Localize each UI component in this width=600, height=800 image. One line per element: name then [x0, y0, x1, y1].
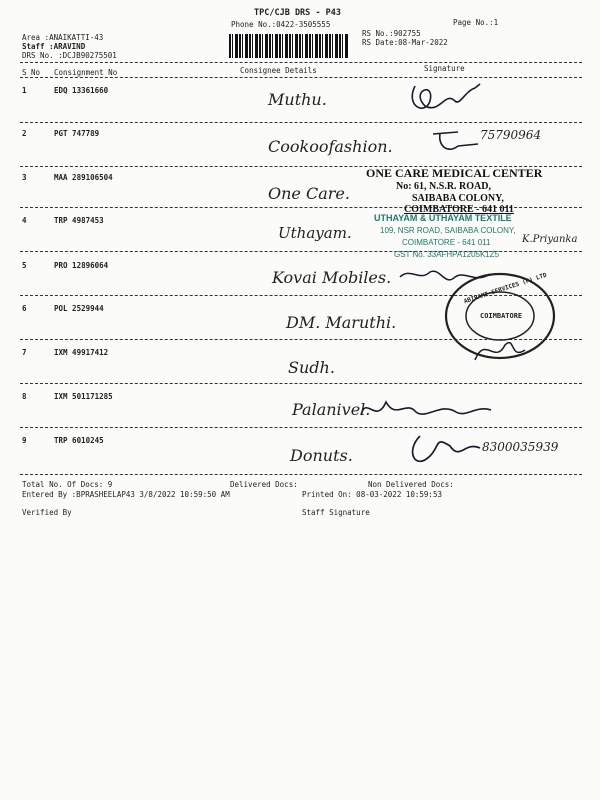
medical-stamp-line1: ONE CARE MEDICAL CENTER [366, 166, 543, 180]
row-consignment: TRP 4987453 [54, 216, 104, 225]
rs-date: RS Date:08-Mar-2022 [362, 38, 448, 47]
textile-stamp-line1: UTHAYAM & UTHAYAM TEXTILE [374, 213, 512, 223]
row-consignment: EDQ 13361660 [54, 86, 109, 95]
row-consignment: PGT 747789 [54, 129, 100, 138]
row-sno: 1 [22, 86, 27, 95]
handwritten-phone: 8300035939 [482, 440, 559, 454]
page-number: Page No.:1 [453, 18, 499, 27]
non-delivered-docs: Non Delivered Docs: [368, 480, 454, 489]
drs-title: TPC/CJB DRS - P43 [254, 8, 341, 18]
row-consignment: IXM 49917412 [54, 348, 109, 357]
row-consignee: Sudh. [288, 358, 335, 377]
handwritten-phone: 75790964 [480, 128, 542, 142]
divider [20, 427, 582, 428]
col-header-signature: Signature [424, 64, 465, 73]
textile-stamp-line4: GST No. 33AFHPA1205K1Z5 [394, 250, 500, 259]
signature-row-8 [356, 390, 496, 430]
row-sno: 2 [22, 129, 27, 138]
divider [20, 383, 582, 384]
col-header-consignment: Consignment No [54, 68, 118, 77]
row-consignee: Muthu. [268, 90, 327, 109]
row-sno: 9 [22, 436, 27, 445]
row-sno: 4 [22, 216, 27, 225]
barcode [229, 34, 349, 58]
row-sno: 3 [22, 173, 27, 182]
handwritten-name: K.Priyanka [522, 234, 578, 245]
medical-stamp-line4: COIMBATORE - 641 011 [404, 204, 514, 215]
col-header-consignee: Consignee Details [240, 66, 317, 75]
divider [20, 62, 582, 63]
row-sno: 6 [22, 304, 27, 313]
verified-by: Verified By [22, 508, 72, 517]
row-sno: 5 [22, 261, 27, 270]
row-sno: 7 [22, 348, 27, 357]
row-sno: 8 [22, 392, 27, 401]
entered-by: Entered By :BPRASHEELAP43 3/8/2022 10:59:50 AM [22, 490, 230, 499]
drs-number: DRS No. :DCJB90275501 [22, 51, 117, 60]
row-consignee: Uthayam. [278, 224, 352, 242]
row-consignee: Palanivel. [292, 400, 371, 419]
round-stamp-center: COIMBATORE [480, 312, 523, 320]
staff-signature: Staff Signature [302, 508, 370, 517]
row-consignee: One Care. [268, 184, 350, 203]
staff: Staff :ARAVIND [22, 42, 86, 51]
total-docs: Total No. Of Docs: 9 [22, 480, 113, 489]
signature-row-2 [428, 124, 488, 164]
round-stamp-outer: ABIRAMI SERVICES (P) LTD [463, 271, 548, 306]
printed-on: Printed On: 08-03-2022 10:59:53 [302, 490, 442, 499]
medical-stamp-line3: SAIBABA COLONY, [412, 193, 504, 204]
divider [20, 122, 582, 123]
row-consignment: MAA 289106504 [54, 173, 113, 182]
textile-stamp-line2: 109, NSR ROAD, SAIBABA COLONY, [380, 226, 516, 235]
phone-number: Phone No.:0422-3505555 [231, 20, 331, 29]
row-consignment: PRO 12896064 [54, 261, 109, 270]
row-consignee: Donuts. [290, 446, 353, 465]
divider [20, 474, 582, 475]
row-consignment: IXM 501171285 [54, 392, 113, 401]
col-header-sno: S No [22, 68, 41, 77]
signature-row-9 [400, 426, 490, 474]
row-consignee: DM. Maruthi. [286, 313, 397, 332]
rs-number: RS No.:902755 [362, 29, 421, 38]
row-consignee: Cookoofashion. [268, 137, 393, 156]
row-consignee: Kovai Mobiles. [272, 268, 392, 287]
medical-stamp-line2: No: 61, N.S.R. ROAD, [396, 181, 491, 192]
area: Area :ANAIKATTI-43 [22, 33, 104, 42]
signature-row-1 [400, 76, 500, 121]
row-consignment: POL 2529944 [54, 304, 104, 313]
row-consignment: TRP 6010245 [54, 436, 104, 445]
delivered-docs: Delivered Docs: [230, 480, 298, 489]
textile-stamp-line3: COIMBATORE - 641 011 [402, 238, 491, 247]
